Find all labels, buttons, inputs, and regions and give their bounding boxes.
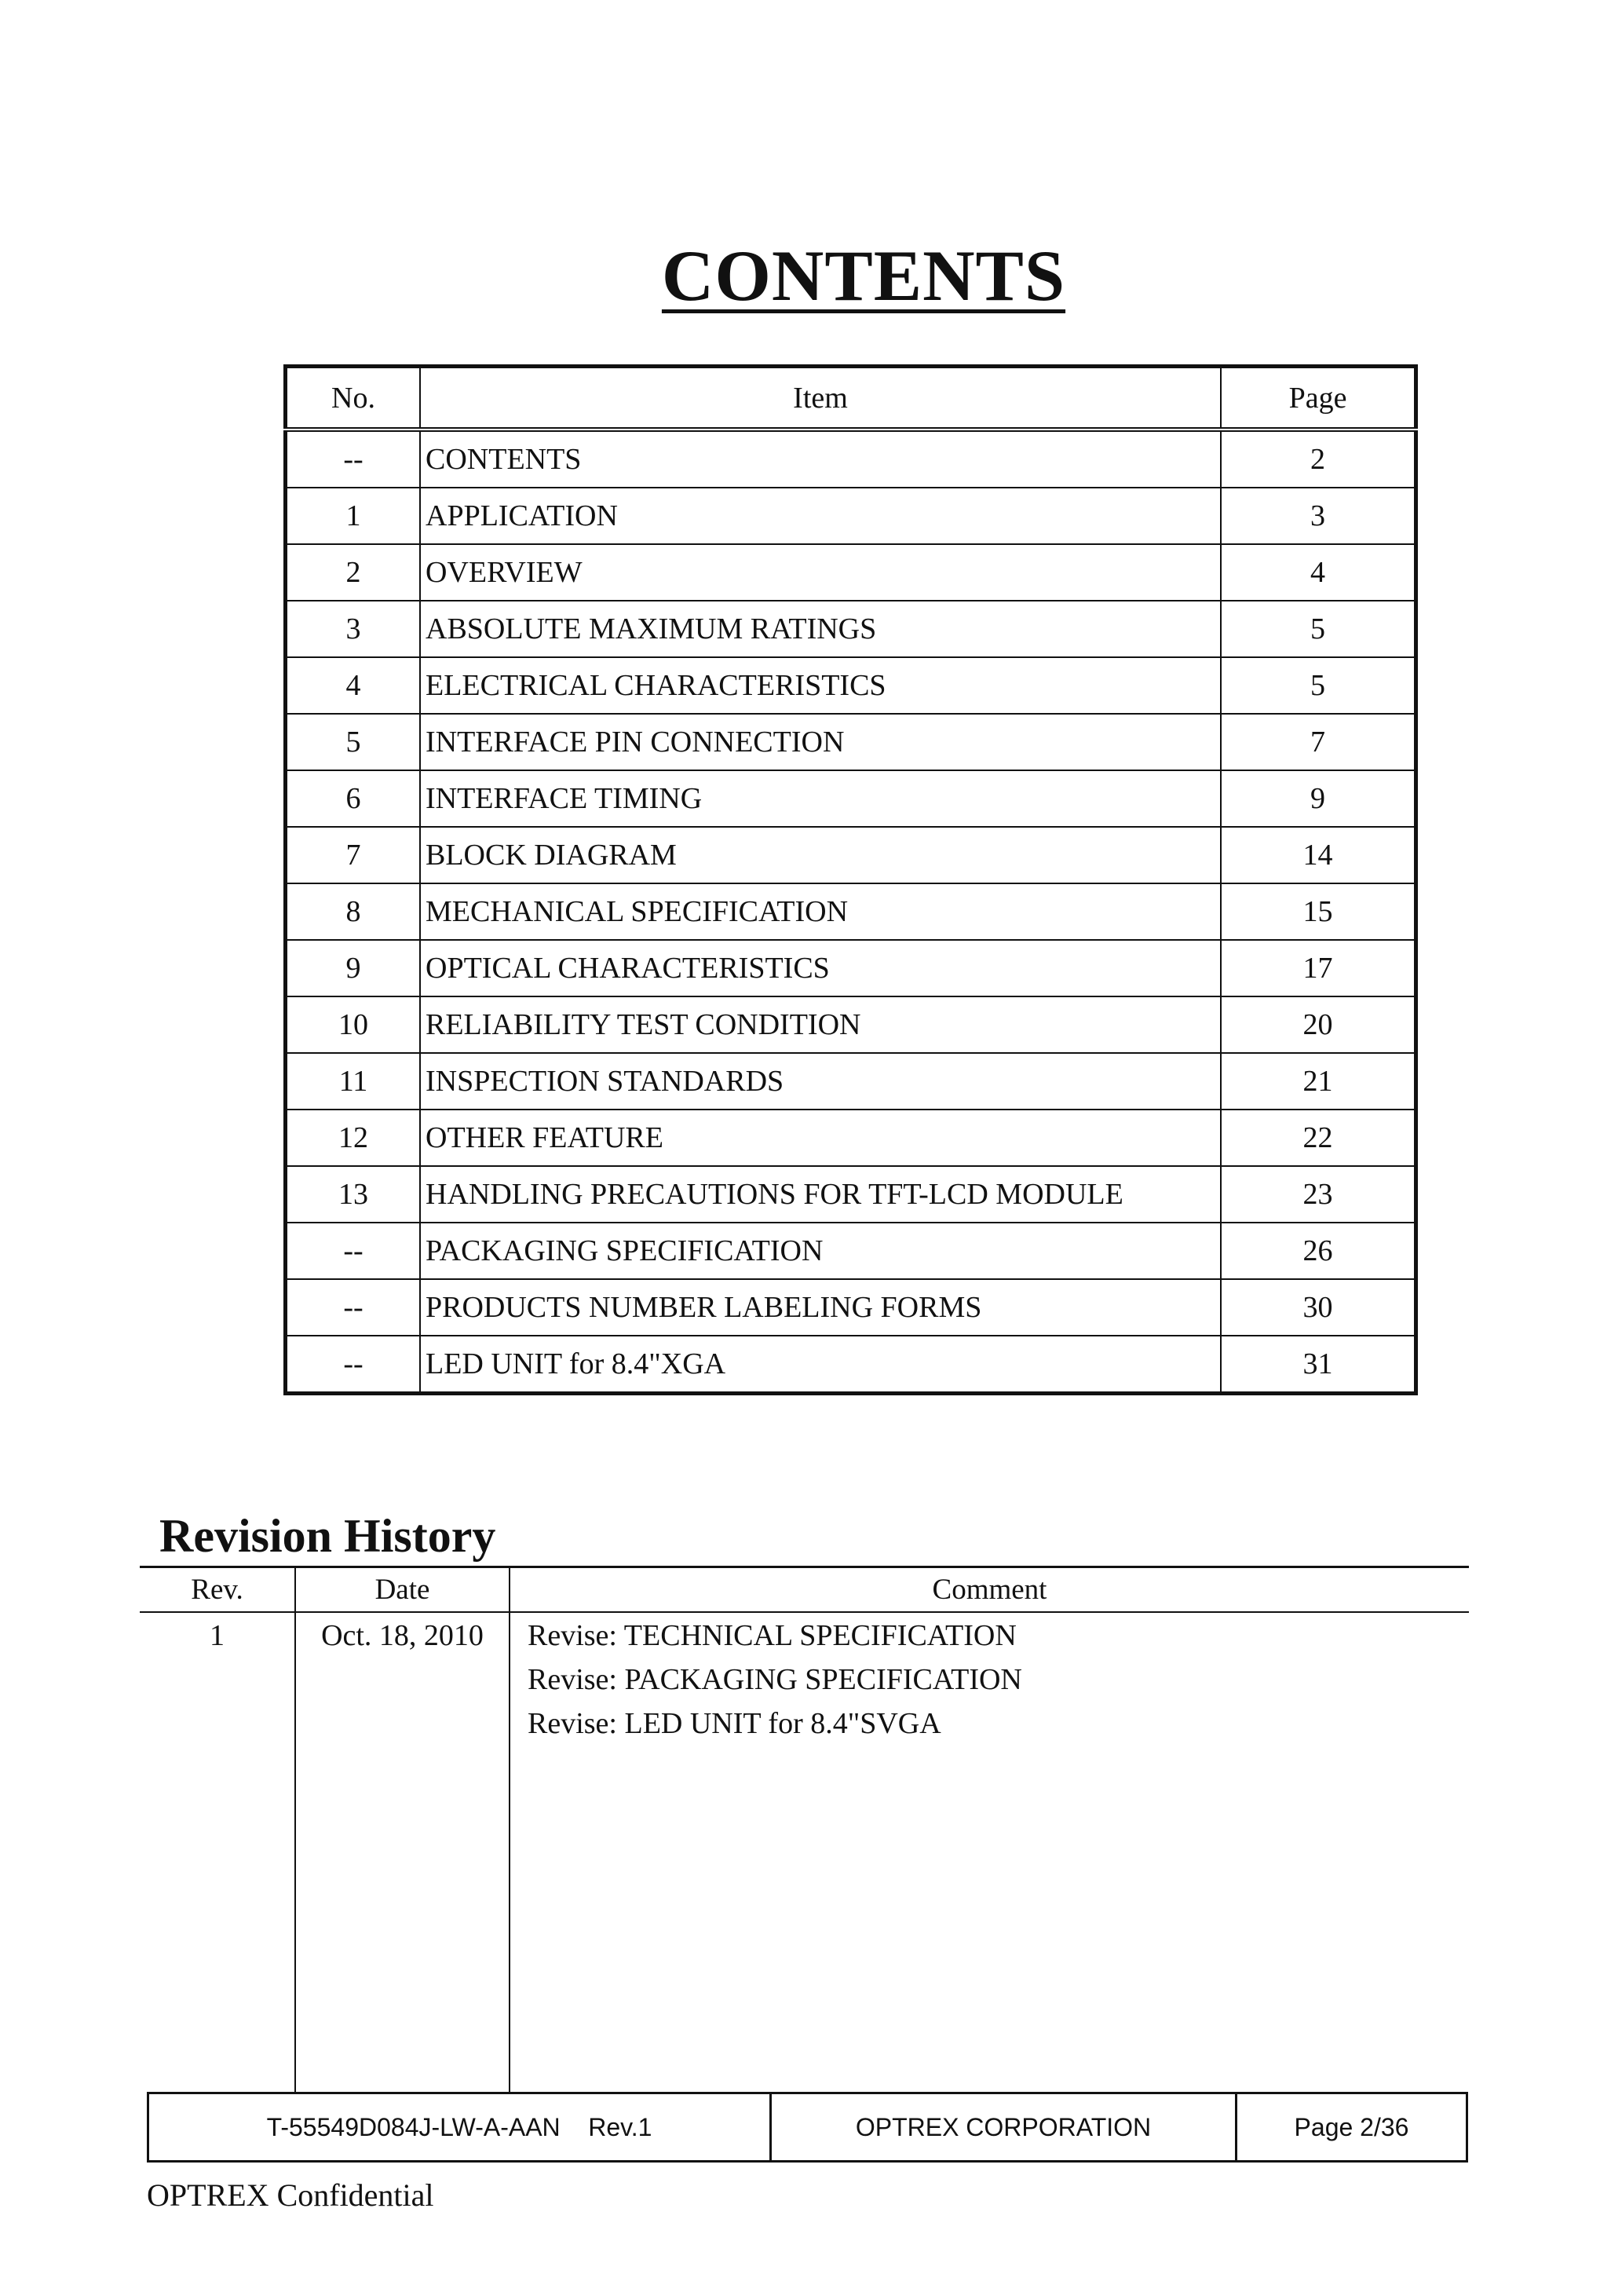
row-item: OVERVIEW — [420, 544, 1221, 601]
row-page: 17 — [1221, 940, 1416, 996]
row-no: 2 — [286, 544, 421, 601]
row-item: PACKAGING SPECIFICATION — [420, 1223, 1221, 1279]
row-item: ABSOLUTE MAXIMUM RATINGS — [420, 601, 1221, 657]
table-row — [286, 657, 1416, 714]
table-row — [286, 1279, 1416, 1336]
row-page: 5 — [1221, 657, 1416, 714]
revision-header-date: Date — [374, 1574, 430, 1606]
revision-top-rule — [140, 1566, 1469, 1568]
row-page: 31 — [1221, 1336, 1416, 1394]
row-no: 12 — [286, 1110, 421, 1166]
row-item: LED UNIT for 8.4"XGA — [420, 1336, 1221, 1394]
row-item: HANDLING PRECAUTIONS FOR TFT-LCD MODULE — [420, 1166, 1221, 1223]
row-item: PRODUCTS NUMBER LABELING FORMS — [420, 1279, 1221, 1336]
row-item: APPLICATION — [420, 488, 1221, 544]
row-no: 10 — [286, 996, 421, 1053]
row-item: INTERFACE PIN CONNECTION — [420, 714, 1221, 770]
row-page: 20 — [1221, 996, 1416, 1053]
revision-entry-rev: 1 — [210, 1619, 225, 1652]
revision-header-comment: Comment — [932, 1574, 1047, 1606]
row-no: 1 — [286, 488, 421, 544]
row-item: BLOCK DIAGRAM — [420, 827, 1221, 883]
revision-comment-line: Revise: LED UNIT for 8.4"SVGA — [528, 1707, 941, 1740]
footer-company: OPTREX CORPORATION — [769, 2094, 1235, 2160]
footer-page-number: Page 2/36 — [1235, 2094, 1466, 2160]
footer-doc-number: T-55549D084J-LW-A-AAN Rev.1 — [266, 2112, 652, 2141]
row-no: -- — [286, 430, 421, 488]
row-page: 15 — [1221, 883, 1416, 940]
row-no: 9 — [286, 940, 421, 996]
table-row — [286, 601, 1416, 657]
row-no: 3 — [286, 601, 421, 657]
row-no: 5 — [286, 714, 421, 770]
row-item: MECHANICAL SPECIFICATION — [420, 883, 1221, 940]
revision-entry-date: Oct. 18, 2010 — [321, 1619, 484, 1652]
table-row — [286, 940, 1416, 996]
row-item: OTHER FEATURE — [420, 1110, 1221, 1166]
row-page: 30 — [1221, 1279, 1416, 1336]
contents-table — [283, 364, 1418, 1395]
table-row — [286, 883, 1416, 940]
document-footer — [147, 2092, 1468, 2163]
row-no: 4 — [286, 657, 421, 714]
table-row — [286, 1110, 1416, 1166]
row-page: 14 — [1221, 827, 1416, 883]
row-item: RELIABILITY TEST CONDITION — [420, 996, 1221, 1053]
row-item: OPTICAL CHARACTERISTICS — [420, 940, 1221, 996]
revision-header-rule — [140, 1611, 1469, 1613]
revision-comment-line: Revise: TECHNICAL SPECIFICATION — [528, 1619, 1017, 1652]
header-item: Item — [420, 367, 1221, 430]
row-page: 22 — [1221, 1110, 1416, 1166]
row-no: -- — [286, 1279, 421, 1336]
table-row — [286, 430, 1416, 488]
row-item: ELECTRICAL CHARACTERISTICS — [420, 657, 1221, 714]
row-no: 11 — [286, 1053, 421, 1110]
row-page: 7 — [1221, 714, 1416, 770]
row-no: 8 — [286, 883, 421, 940]
row-no: 13 — [286, 1166, 421, 1223]
table-row — [286, 714, 1416, 770]
row-item: INSPECTION STANDARDS — [420, 1053, 1221, 1110]
row-no: -- — [286, 1336, 421, 1394]
revision-history-title: Revision History — [159, 1510, 496, 1562]
row-page: 2 — [1221, 430, 1416, 488]
table-row — [286, 1166, 1416, 1223]
header-page: Page — [1221, 367, 1416, 430]
row-page: 5 — [1221, 601, 1416, 657]
row-item: CONTENTS — [420, 430, 1221, 488]
revision-column-divider — [509, 1566, 510, 2092]
table-row — [286, 488, 1416, 544]
table-row — [286, 996, 1416, 1053]
row-no: 6 — [286, 770, 421, 827]
table-row — [286, 1223, 1416, 1279]
revision-entry-comments — [528, 1614, 1022, 1746]
revision-header-rev: Rev. — [191, 1574, 243, 1606]
header-no: No. — [286, 367, 421, 430]
row-page: 23 — [1221, 1166, 1416, 1223]
row-page: 3 — [1221, 488, 1416, 544]
contents-header-row — [286, 367, 1416, 430]
page-title: CONTENTS — [661, 236, 1066, 316]
table-row — [286, 770, 1416, 827]
revision-comment-line: Revise: PACKAGING SPECIFICATION — [528, 1663, 1022, 1696]
table-row — [286, 1053, 1416, 1110]
row-no: 7 — [286, 827, 421, 883]
row-page: 21 — [1221, 1053, 1416, 1110]
row-page: 4 — [1221, 544, 1416, 601]
table-row — [286, 827, 1416, 883]
row-page: 26 — [1221, 1223, 1416, 1279]
row-item: INTERFACE TIMING — [420, 770, 1221, 827]
row-page: 9 — [1221, 770, 1416, 827]
table-row — [286, 544, 1416, 601]
table-row — [286, 1336, 1416, 1394]
row-no: -- — [286, 1223, 421, 1279]
confidential-note: OPTREX Confidential — [147, 2177, 434, 2213]
